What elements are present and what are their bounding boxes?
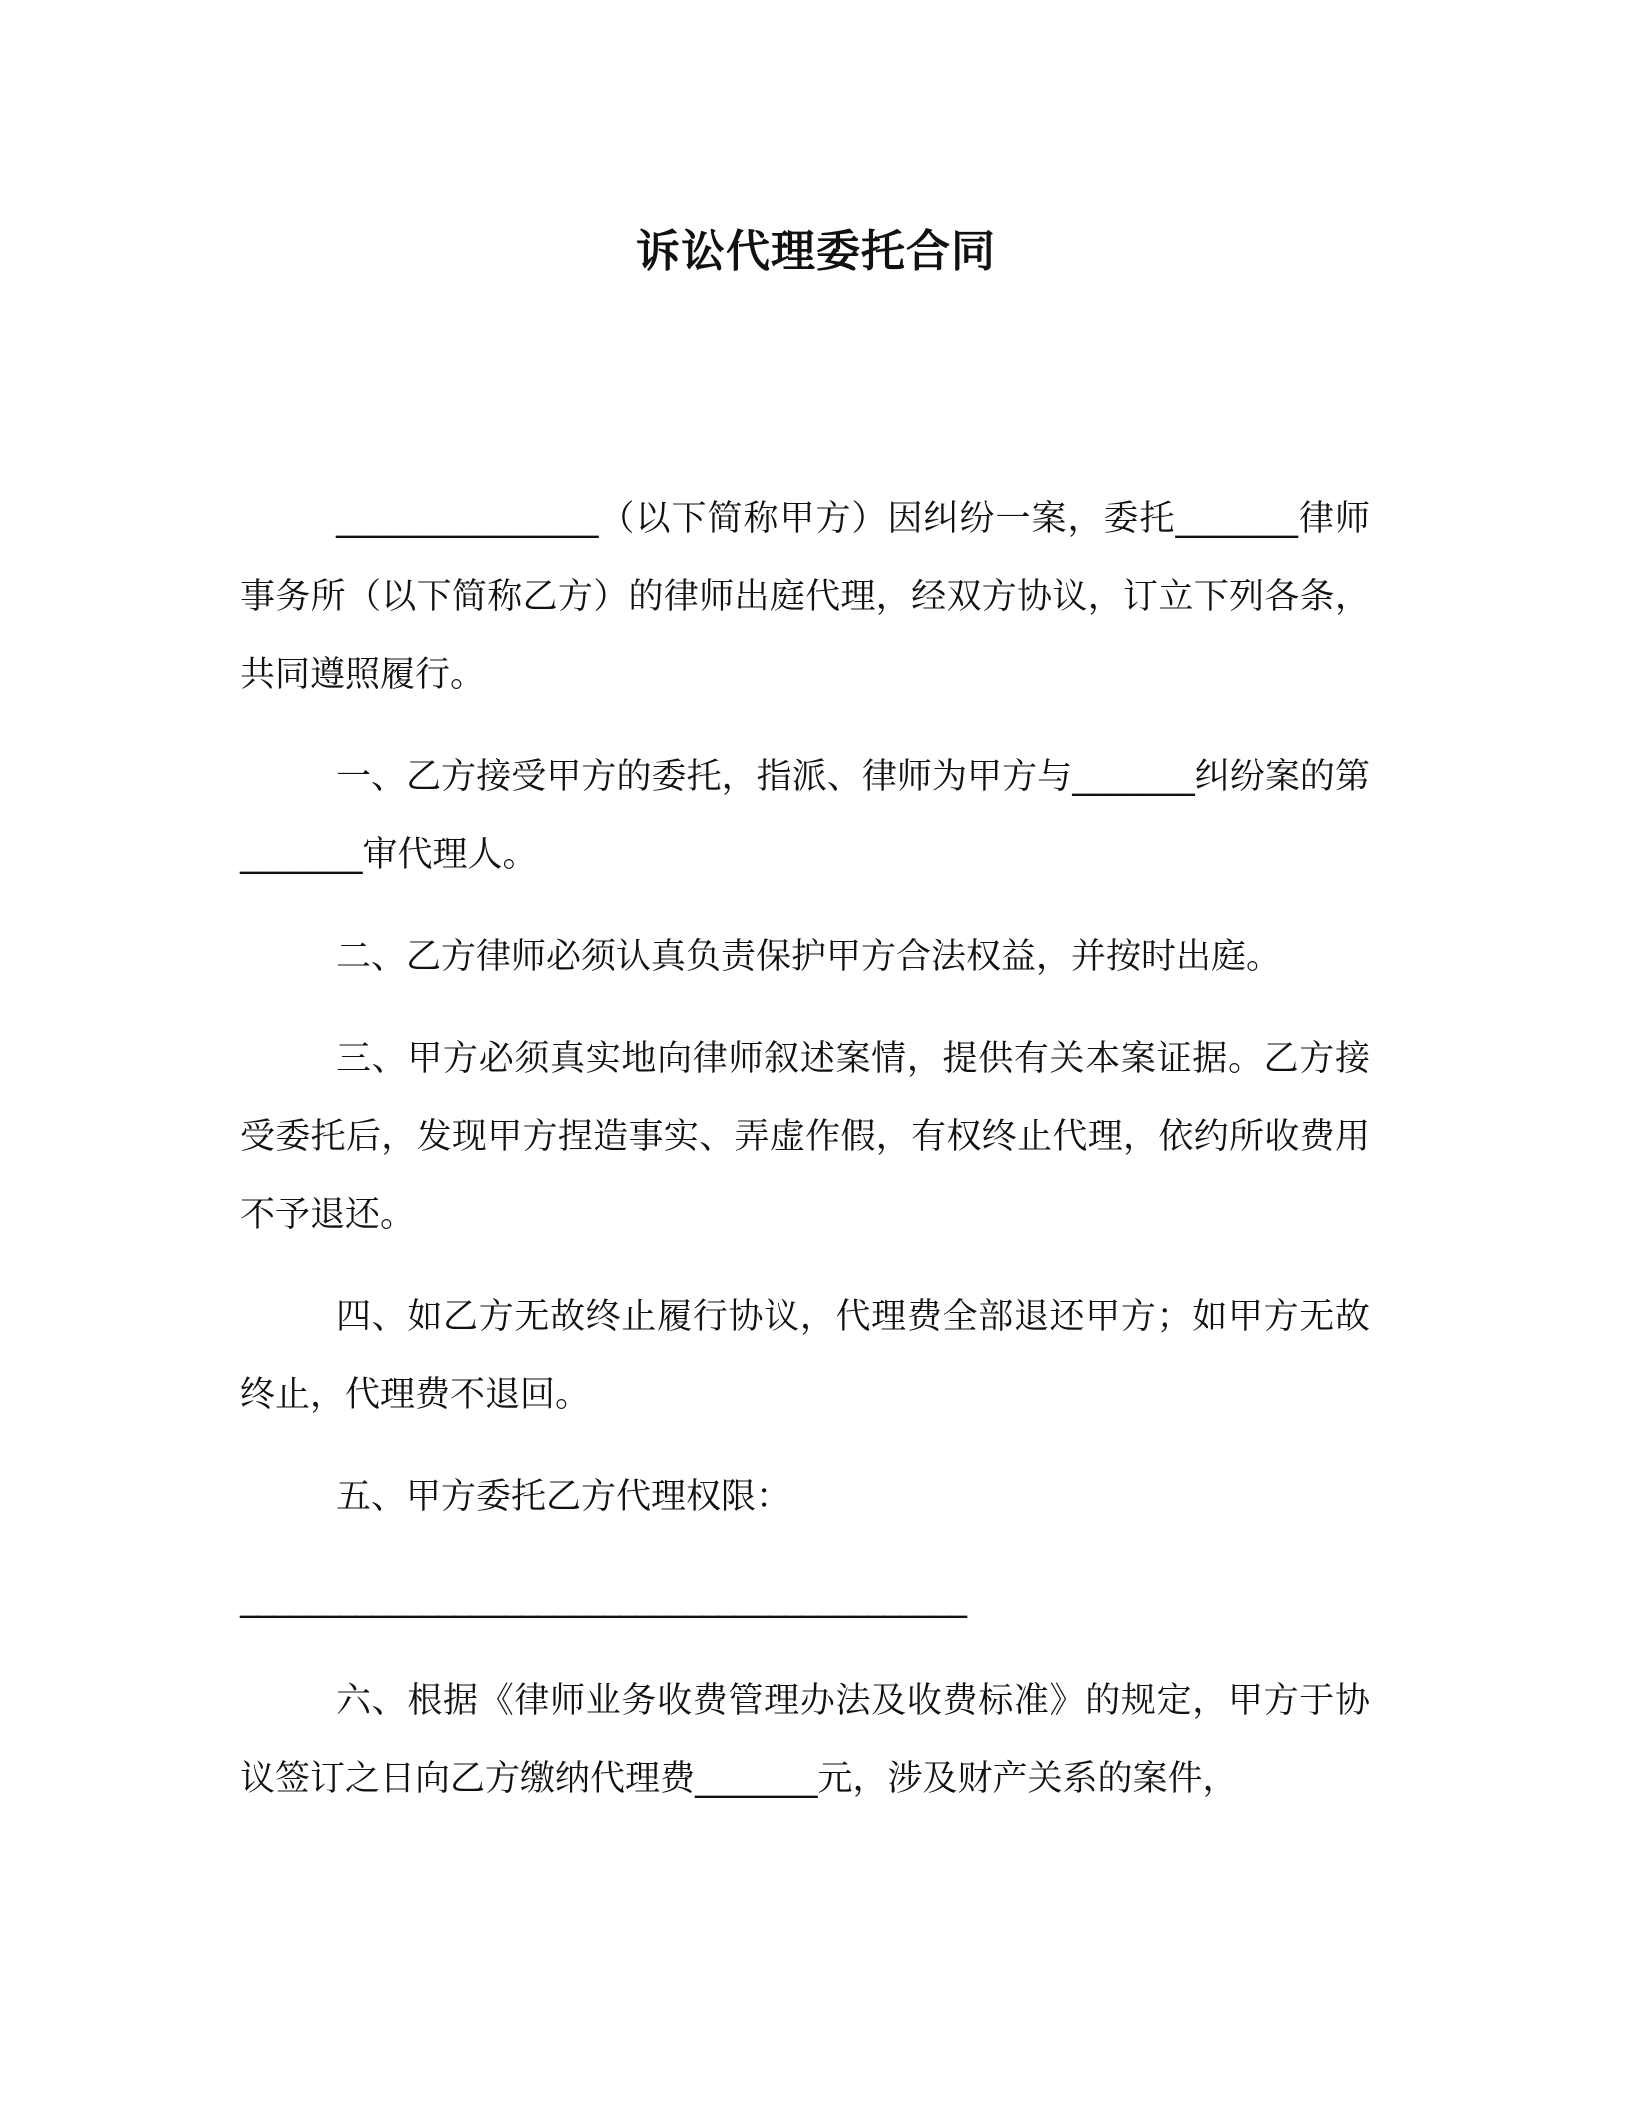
clause-5: 五、甲方委托乙方代理权限： [336,1477,792,1517]
clause-2: 二、乙方律师必须认真负责保护甲方合法权益，并按时出庭。 [336,937,1282,977]
clause-1: 一、乙方接受甲方的委托，指派、律师为甲方与_______纠纷案的第_______审代理人。 [240,757,1370,875]
blank-line-text: ____________________________________________ [240,1579,966,1619]
clause-3: 三、甲方必须真实地向律师叙述案情，提供有关本案证据。乙方接受委托后，发现甲方捏造事实、弄虚作假，有权终止代理，依约所收费用不予退还。 [240,1039,1370,1235]
document-body [240,480,1370,1842]
intro-paragraph: _______________（以下简称甲方）因纠纷一案，委托_______律师事务所（以下简称乙方）的律师出庭代理，经双方协议，订立下列各条，共同遵照履行。 [240,499,1370,695]
document-title: 诉讼代理委托合同 [636,226,996,277]
authority-blank-line [240,1560,1370,1638]
clause-6: 六、根据《律师业务收费管理办法及收费标准》的规定，甲方于协议签订之日向乙方缴纳代理费_______元，涉及财产关系的案件， [240,1681,1370,1799]
clause-4: 四、如乙方无故终止履行协议，代理费全部退还甲方；如甲方无故终止，代理费不退回。 [240,1297,1370,1415]
